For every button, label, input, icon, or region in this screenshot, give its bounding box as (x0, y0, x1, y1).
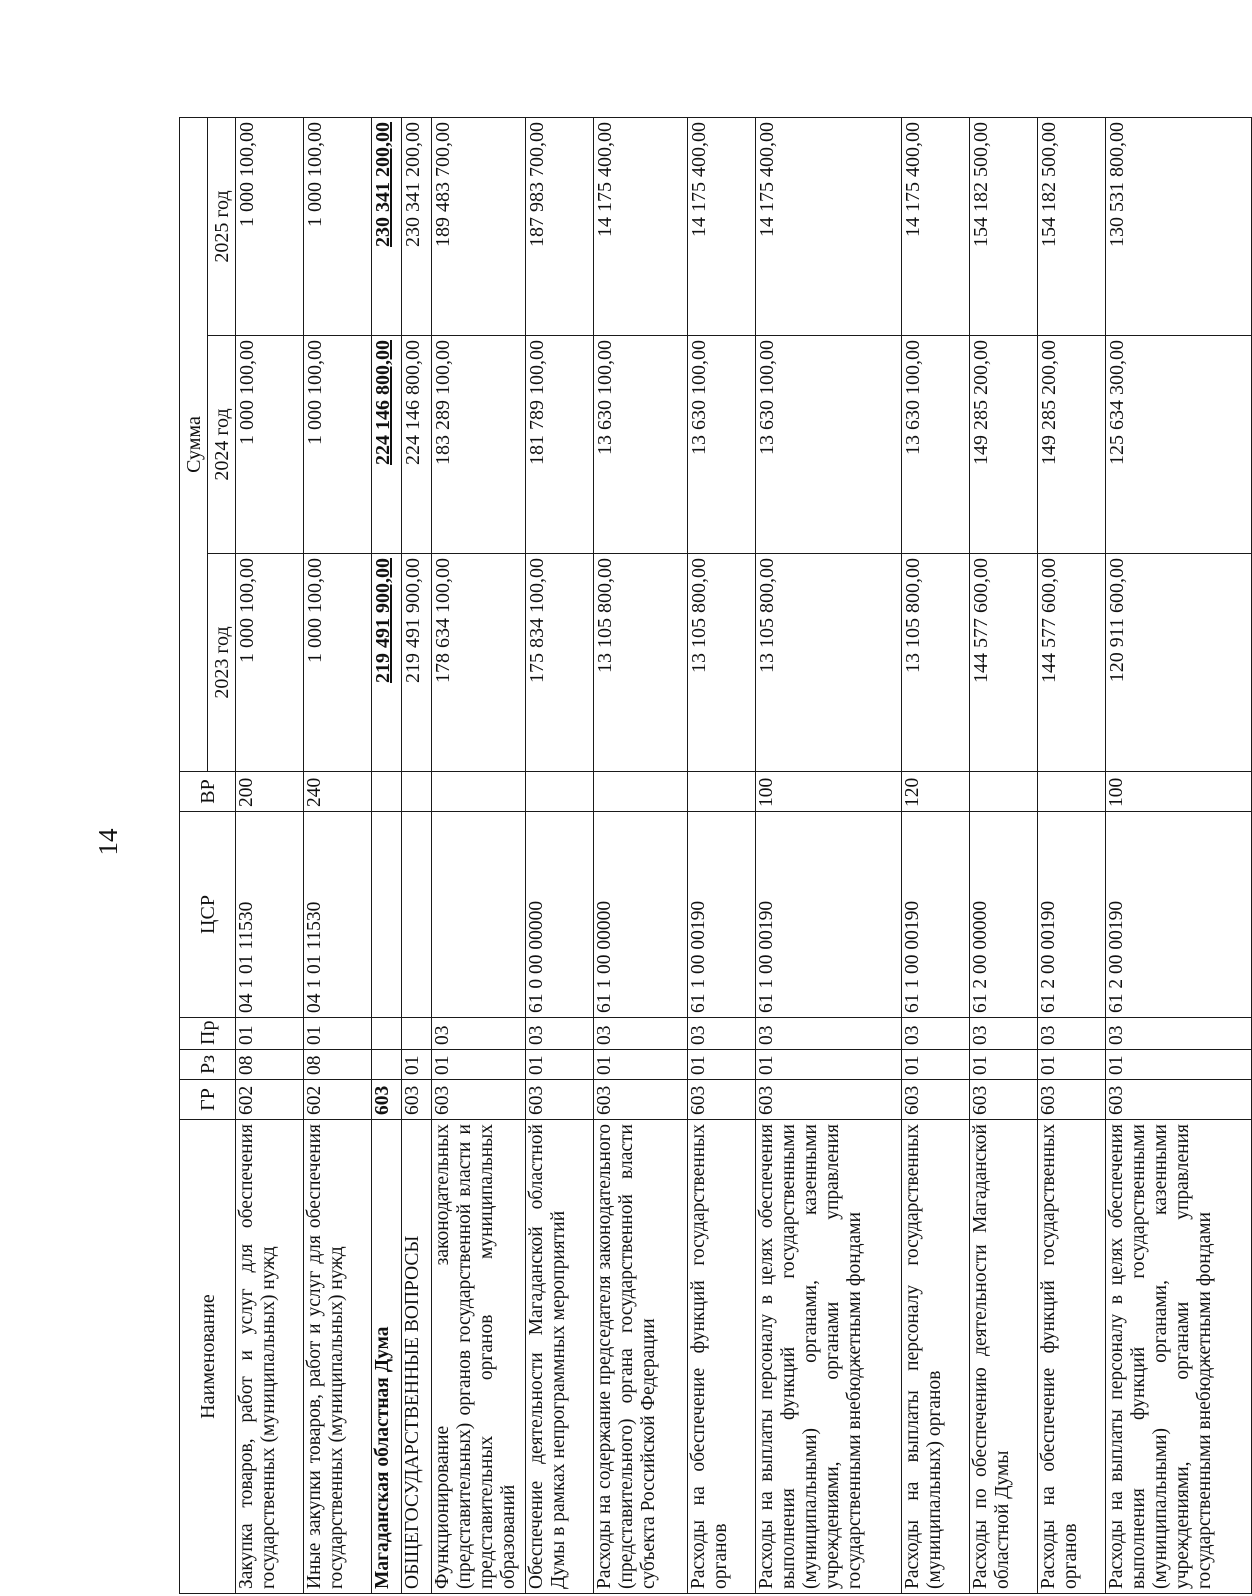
cell-rz: 01 (432, 1050, 526, 1080)
cell-csr: 61 1 00 00190 (688, 812, 756, 1018)
table-body (236, 117, 1252, 1593)
cell-y2025: 189 483 700,00 (432, 117, 526, 335)
cell-y2023: 175 834 100,00 (526, 554, 594, 772)
cell-rz: 01 (970, 1050, 1038, 1080)
cell-y2024: 181 789 100,00 (526, 336, 594, 554)
cell-gr: 603 (594, 1080, 688, 1120)
cell-pr: 03 (688, 1018, 756, 1050)
cell-y2023: 13 105 800,00 (756, 554, 902, 772)
cell-name: Расходы на обеспечение функций государственных органов (688, 1120, 756, 1594)
cell-pr: 03 (902, 1018, 970, 1050)
cell-vr (970, 772, 1038, 812)
cell-y2023: 120 911 600,00 (1106, 554, 1252, 772)
table-row (1106, 117, 1252, 1593)
rotated-page-content (179, 118, 1215, 1594)
table-row (970, 117, 1038, 1593)
cell-vr: 120 (902, 772, 970, 812)
table-row (902, 117, 970, 1593)
cell-gr: 603 (432, 1080, 526, 1120)
table-row (1038, 117, 1106, 1593)
cell-rz: 01 (1038, 1050, 1106, 1080)
cell-vr (432, 772, 526, 812)
cell-csr: 61 1 00 00190 (756, 812, 902, 1018)
cell-gr: 603 (756, 1080, 902, 1120)
cell-y2024: 149 285 200,00 (1038, 336, 1106, 554)
cell-csr: 04 1 01 11530 (304, 812, 372, 1018)
cell-gr: 603 (902, 1080, 970, 1120)
cell-y2023: 219 491 900,00 (372, 554, 402, 772)
cell-gr: 603 (970, 1080, 1038, 1120)
cell-y2025: 154 182 500,00 (970, 117, 1038, 335)
cell-pr: 03 (432, 1018, 526, 1050)
cell-name: Обеспечение деятельности Магаданской областной Думы в рамках непрограммных мероприятий (526, 1120, 594, 1594)
cell-pr: 03 (594, 1018, 688, 1050)
cell-csr: 61 2 00 00190 (1106, 812, 1252, 1018)
cell-y2025: 14 175 400,00 (594, 117, 688, 335)
table-row (236, 117, 304, 1593)
cell-y2023: 1 000 100,00 (304, 554, 372, 772)
cell-csr: 61 2 00 00190 (1038, 812, 1106, 1018)
cell-pr: 01 (304, 1018, 372, 1050)
cell-pr: 03 (1038, 1018, 1106, 1050)
cell-name: ОБЩЕГОСУДАРСТВЕННЫЕ ВОПРОСЫ (402, 1120, 432, 1594)
cell-y2024: 224 146 800,00 (372, 336, 402, 554)
cell-pr: 03 (970, 1018, 1038, 1050)
cell-vr (372, 772, 402, 812)
cell-gr: 603 (402, 1080, 432, 1120)
cell-y2025: 154 182 500,00 (1038, 117, 1106, 335)
cell-gr: 602 (236, 1080, 304, 1120)
cell-vr: 200 (236, 772, 304, 812)
cell-vr: 100 (756, 772, 902, 812)
cell-name: Закупка товаров, работ и услуг для обеспечения государственных (муниципальных) нужд (236, 1120, 304, 1594)
table-row (688, 117, 756, 1593)
cell-y2023: 13 105 800,00 (902, 554, 970, 772)
header-name: Наименование (180, 1120, 236, 1594)
table-header-row (180, 117, 208, 1593)
cell-y2025: 14 175 400,00 (688, 117, 756, 335)
cell-csr: 61 1 00 00190 (902, 812, 970, 1018)
table-row (402, 117, 432, 1593)
cell-y2024: 13 630 100,00 (594, 336, 688, 554)
header-csr: ЦСР (180, 812, 236, 1018)
cell-pr (372, 1018, 402, 1050)
cell-y2024: 13 630 100,00 (688, 336, 756, 554)
cell-vr: 240 (304, 772, 372, 812)
cell-csr (402, 812, 432, 1018)
table-row (526, 117, 594, 1593)
cell-gr: 603 (372, 1080, 402, 1120)
cell-y2025: 230 341 200,00 (402, 117, 432, 335)
page-number: 14 (93, 828, 123, 856)
cell-gr: 602 (304, 1080, 372, 1120)
cell-csr: 04 1 01 11530 (236, 812, 304, 1018)
cell-rz: 01 (688, 1050, 756, 1080)
cell-y2024: 1 000 100,00 (236, 336, 304, 554)
cell-name: Расходы на выплаты персоналу государственных (муниципальных) органов (902, 1120, 970, 1594)
cell-pr: 01 (236, 1018, 304, 1050)
cell-rz (372, 1050, 402, 1080)
cell-pr: 03 (526, 1018, 594, 1050)
cell-rz: 08 (304, 1050, 372, 1080)
cell-vr (402, 772, 432, 812)
cell-pr: 03 (1106, 1018, 1252, 1050)
cell-csr (432, 812, 526, 1018)
cell-vr (1038, 772, 1106, 812)
cell-y2025: 130 531 800,00 (1106, 117, 1252, 335)
cell-name: Функционирование законодательных (представительных) органов государственной власти и представительных органов муниципальных образований (432, 1120, 526, 1594)
cell-y2025: 1 000 100,00 (304, 117, 372, 335)
cell-y2023: 13 105 800,00 (594, 554, 688, 772)
cell-y2024: 13 630 100,00 (756, 336, 902, 554)
table-row (304, 117, 372, 1593)
cell-gr: 603 (688, 1080, 756, 1120)
cell-y2023: 144 577 600,00 (970, 554, 1038, 772)
header-2023: 2023 год (208, 554, 236, 772)
cell-name: Магаданская областная Дума (372, 1120, 402, 1594)
cell-csr: 61 2 00 00000 (970, 812, 1038, 1018)
cell-gr: 603 (1106, 1080, 1252, 1120)
cell-name: Иные закупки товаров, работ и услуг для обеспечения государственных (муниципальных) нужд (304, 1120, 372, 1594)
cell-vr (594, 772, 688, 812)
header-gr: ГР (180, 1080, 236, 1120)
cell-name: Расходы на содержание председателя законодательного (представительного) органа государственной власти субъекта Российской Федерации (594, 1120, 688, 1594)
cell-y2023: 178 634 100,00 (432, 554, 526, 772)
cell-rz: 01 (1106, 1050, 1252, 1080)
cell-rz: 01 (902, 1050, 970, 1080)
cell-y2023: 1 000 100,00 (236, 554, 304, 772)
table-row (432, 117, 526, 1593)
cell-y2024: 13 630 100,00 (902, 336, 970, 554)
cell-rz: 01 (756, 1050, 902, 1080)
cell-y2024: 149 285 200,00 (970, 336, 1038, 554)
table-row (372, 117, 402, 1593)
cell-name: Расходы на выплаты персоналу в целях обеспечения выполнения функций государственными (муниципальными) органами, казенными учреждениями, органами управления государственными внебюджетными фондами (1106, 1120, 1252, 1594)
cell-y2024: 224 146 800,00 (402, 336, 432, 554)
cell-csr: 61 0 00 00000 (526, 812, 594, 1018)
cell-rz: 08 (236, 1050, 304, 1080)
cell-gr: 603 (526, 1080, 594, 1120)
header-2024: 2024 год (208, 336, 236, 554)
budget-table (179, 117, 1252, 1594)
cell-y2023: 144 577 600,00 (1038, 554, 1106, 772)
cell-y2025: 1 000 100,00 (236, 117, 304, 335)
header-vr: ВР (180, 772, 236, 812)
cell-y2025: 14 175 400,00 (902, 117, 970, 335)
cell-vr (526, 772, 594, 812)
cell-csr (372, 812, 402, 1018)
cell-y2024: 183 289 100,00 (432, 336, 526, 554)
cell-csr: 61 1 00 00000 (594, 812, 688, 1018)
cell-y2024: 1 000 100,00 (304, 336, 372, 554)
cell-y2024: 125 634 300,00 (1106, 336, 1252, 554)
cell-vr (688, 772, 756, 812)
cell-y2025: 187 983 700,00 (526, 117, 594, 335)
cell-rz: 01 (402, 1050, 432, 1080)
cell-gr: 603 (1038, 1080, 1106, 1120)
cell-y2023: 219 491 900,00 (402, 554, 432, 772)
cell-y2025: 230 341 200,00 (372, 117, 402, 335)
cell-pr (402, 1018, 432, 1050)
cell-rz: 01 (594, 1050, 688, 1080)
cell-rz: 01 (526, 1050, 594, 1080)
cell-pr: 03 (756, 1018, 902, 1050)
cell-y2025: 14 175 400,00 (756, 117, 902, 335)
cell-name: Расходы по обеспечению деятельности Магаданской областной Думы (970, 1120, 1038, 1594)
cell-name: Расходы на обеспечение функций государственных органов (1038, 1120, 1106, 1594)
header-2025: 2025 год (208, 117, 236, 335)
cell-vr: 100 (1106, 772, 1252, 812)
table-row (594, 117, 688, 1593)
table-row (756, 117, 902, 1593)
header-sum: Сумма (180, 117, 208, 771)
header-pr: Пр (180, 1018, 236, 1050)
cell-y2023: 13 105 800,00 (688, 554, 756, 772)
header-rz: Рз (180, 1050, 236, 1080)
cell-name: Расходы на выплаты персоналу в целях обеспечения выполнения функций государственными (муниципальными) органами, казенными учреждениями, органами управления государственными внебюджетными фондами (756, 1120, 902, 1594)
